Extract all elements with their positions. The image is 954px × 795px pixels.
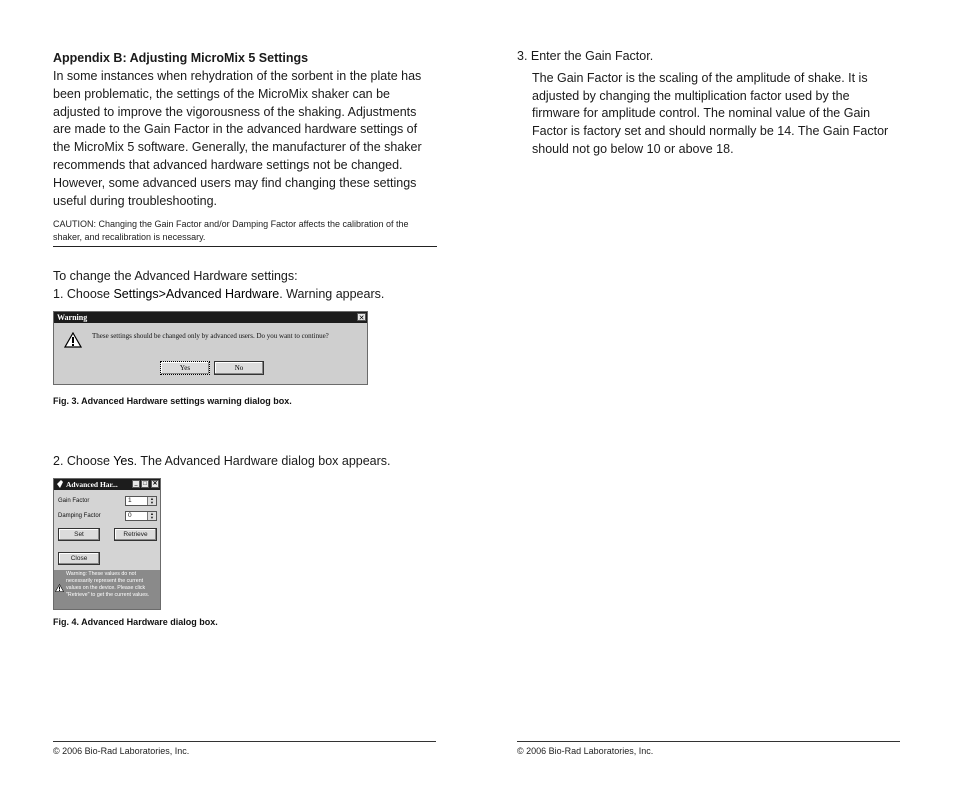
damping-factor-stepper[interactable] (125, 511, 157, 521)
step-2-prefix: 2. Choose (53, 454, 114, 468)
gain-factor-stepper[interactable] (125, 496, 157, 506)
close-icon[interactable]: ✕ (358, 314, 365, 322)
intro-paragraph: In some instances when rehydration of the sorbent in the plate has been problematic, the settings of the MicroMix shaker can be adjusted to improve the vigorousness of the shaking. Adjustments are made to the Gain Factor in the advanced hardware settings of the MicroMix 5 software. Generally, the manufacturer of the shaker recommends that advanced hardware settings not be changed. However, some advanced users may find changing these settings useful during troubleshooting. (53, 69, 422, 208)
maximize-icon[interactable]: □ (141, 480, 149, 488)
warning-dialog-title: Warning (57, 313, 88, 322)
fig-4-caption: Fig. 4. Advanced Hardware dialog box. (53, 617, 218, 627)
spin-arrows-icon[interactable]: ▲ ▼ (147, 512, 156, 520)
gain-factor-value: 1 (128, 497, 132, 504)
step-1-suffix: . Warning appears. (279, 286, 385, 301)
step-1 (53, 286, 437, 304)
left-footer-rule (53, 741, 436, 742)
yes-button[interactable]: Yes (160, 361, 210, 375)
advanced-warning-panel (54, 570, 160, 609)
step-2-choice: Yes (113, 454, 134, 468)
steps-intro: To change the Advanced Hardware settings: (53, 269, 298, 283)
close-button[interactable]: Close (58, 552, 100, 565)
step-1-prefix: 1. Choose (53, 286, 114, 301)
right-column (517, 48, 900, 159)
damping-factor-value: 0 (128, 512, 132, 519)
advanced-dialog-title: Advanced Har... (66, 480, 118, 489)
steps-block (53, 268, 437, 304)
warning-dialog-titlebar (54, 312, 367, 323)
left-footer-copyright: © 2006 Bio-Rad Laboratories, Inc. (53, 746, 190, 756)
warning-triangle-icon (55, 584, 64, 595)
no-button[interactable]: No (214, 361, 264, 375)
right-footer-copyright: © 2006 Bio-Rad Laboratories, Inc. (517, 746, 654, 756)
retrieve-button[interactable]: Retrieve (114, 528, 157, 541)
caution-divider (53, 246, 437, 247)
close-icon[interactable]: ✕ (152, 481, 158, 487)
minimize-icon[interactable]: _ (132, 480, 140, 488)
advanced-warning-text: Warning: These values do not necessarily represent the current values on the device. Please click "Retrieve" to get the current values. (66, 571, 150, 598)
advanced-hardware-dialog (53, 478, 161, 610)
fig-3-caption: Fig. 3. Advanced Hardware settings warning dialog box. (53, 396, 292, 406)
step-2 (53, 453, 391, 471)
gain-factor-label: Gain Factor (58, 498, 90, 504)
warning-triangle-icon (64, 332, 82, 353)
left-column (53, 50, 437, 247)
damping-factor-label: Damping Factor (58, 513, 101, 519)
step-1-menu-path: Settings>Advanced Hardware (113, 286, 280, 301)
spin-arrows-icon[interactable]: ▲ ▼ (147, 497, 156, 505)
warning-dialog (53, 311, 368, 385)
warning-message: These settings should be changed only by advanced users. Do you want to continue? (92, 332, 329, 340)
caution-note: CAUTION: Changing the Gain Factor and/or Damping Factor affects the calibration of the shaker, and recalibration is necessary. (53, 219, 409, 243)
right-footer-rule (517, 741, 900, 742)
advanced-dialog-titlebar (54, 479, 160, 490)
appendix-heading: Appendix B: Adjusting MicroMix 5 Settings (53, 51, 309, 65)
gain-factor-explanation: The Gain Factor is the scaling of the amplitude of shake. It is adjusted by changing the multiplication factor used by the firmware for amplitude control. The nominal value of the Gain Factor is factory set and should normally be 14. The Gain Factor should not go below 10 or above 18. (532, 70, 889, 156)
step-2-suffix: . The Advanced Hardware dialog box appears. (133, 454, 391, 468)
step-3: 3. Enter the Gain Factor. (517, 49, 654, 63)
set-button[interactable]: Set (58, 528, 100, 541)
app-icon (56, 479, 64, 492)
